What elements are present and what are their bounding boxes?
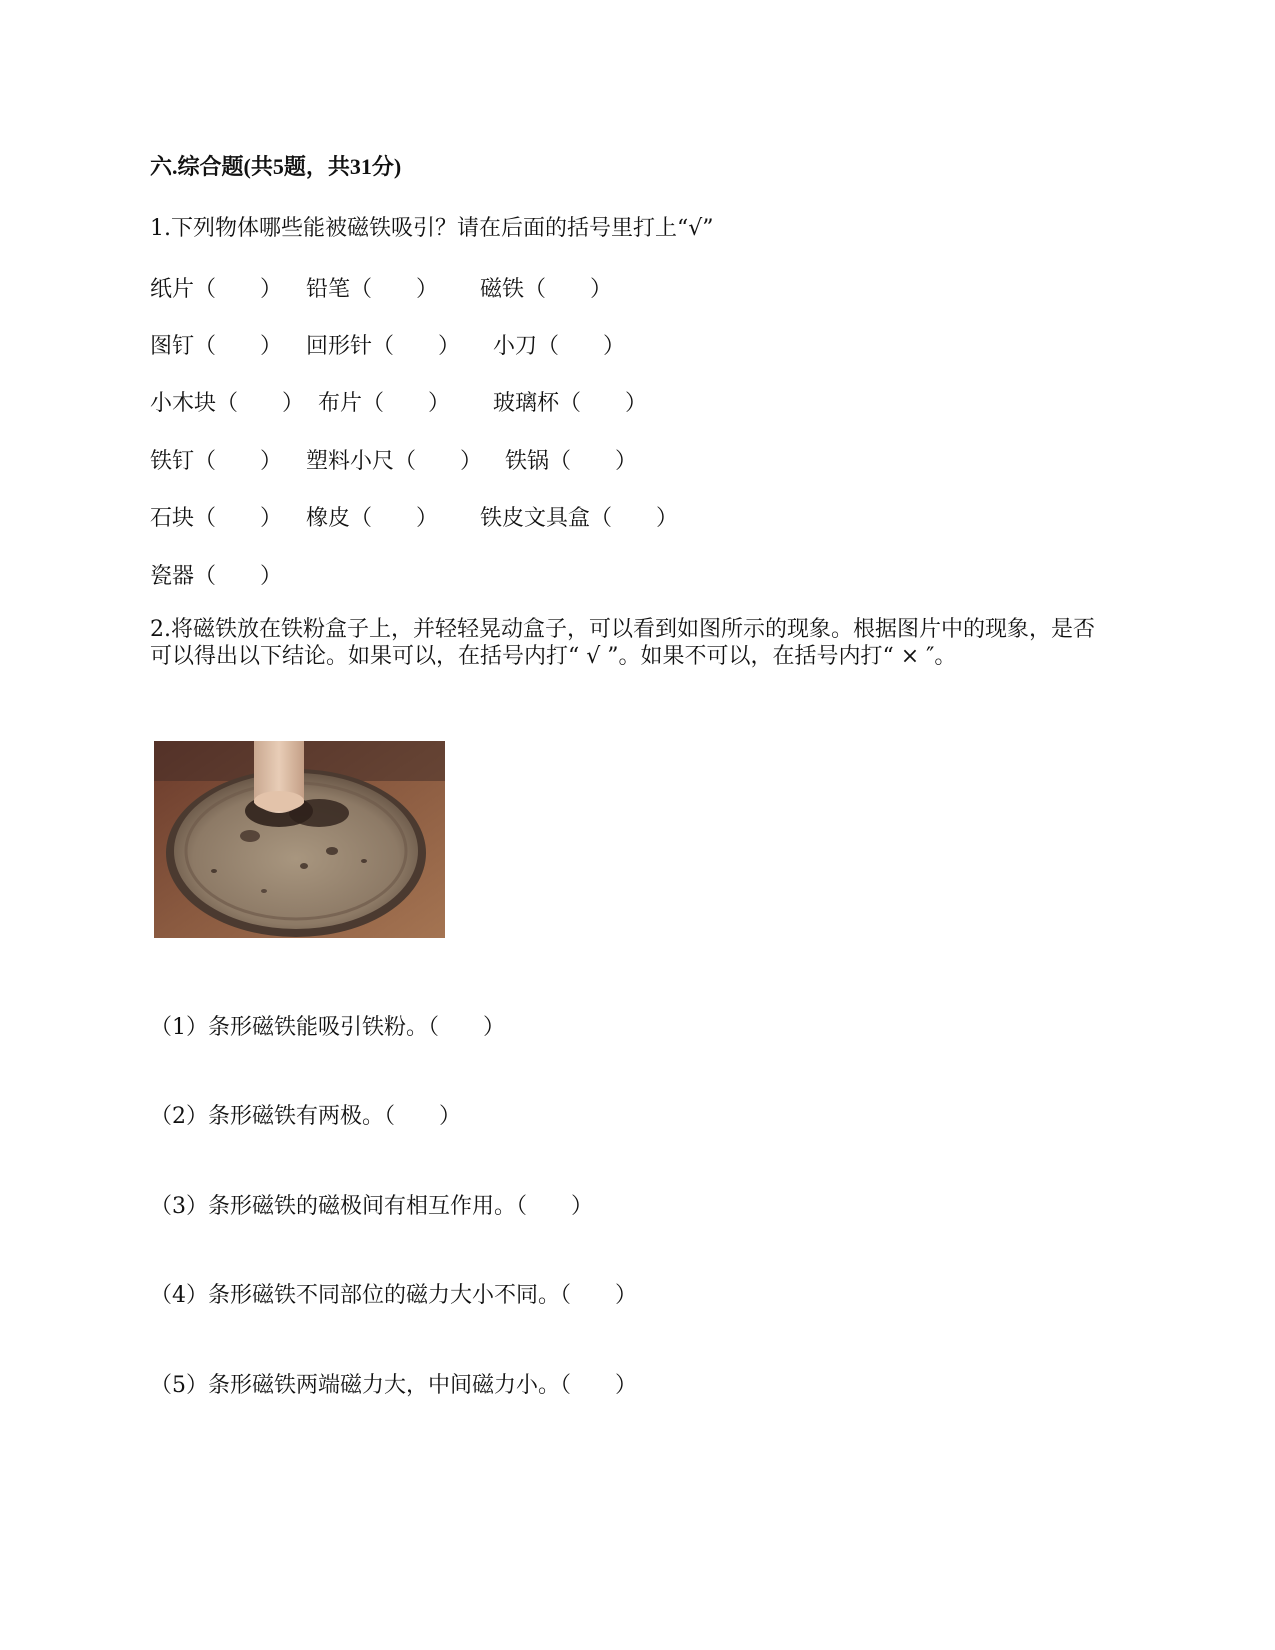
q1-item-stone: 石块（ ）: [150, 506, 283, 531]
q1-item-magnet: 磁铁（ ）: [480, 277, 613, 302]
q1-item-porcelain: 瓷器（ ）: [150, 564, 283, 589]
q2-statement-4: （4）条形磁铁不同部位的磁力大小不同。（ ）: [150, 1283, 637, 1308]
q1-item-wood-block: 小木块（ ）: [150, 391, 305, 416]
q1-item-pencil: 铅笔（ ）: [306, 277, 439, 302]
q2-statement-1: （1）条形磁铁能吸引铁粉。（ ）: [150, 1015, 505, 1040]
q1-item-thumbtack: 图钉（ ）: [150, 334, 283, 359]
q1-item-cloth: 布片（ ）: [318, 391, 451, 416]
q1-item-knife: 小刀（ ）: [493, 334, 626, 359]
q1-item-plastic-ruler: 塑料小尺（ ）: [306, 449, 483, 474]
q1-item-paperclip: 回形针（ ）: [306, 334, 461, 359]
q1-item-tin-pencil-box: 铁皮文具盒（ ）: [480, 506, 679, 531]
q1-item-paper: 纸片（ ）: [150, 277, 283, 302]
question-2-stem: 2.将磁铁放在铁粉盒子上，并轻轻晃动盒子，可以看到如图所示的现象。根据图片中的现象，是否可以得出以下结论。如果可以，在括号内打“ √ ”。如果不可以，在括号内打“ × ″。: [150, 617, 1095, 669]
q2-statement-2: （2）条形磁铁有两极。（ ）: [150, 1104, 461, 1129]
q1-item-iron-pot: 铁锅（ ）: [505, 449, 638, 474]
q1-item-iron-nail: 铁钉（ ）: [150, 449, 283, 474]
q1-item-eraser: 橡皮（ ）: [306, 506, 439, 531]
question-1-stem: 1.下列物体哪些能被磁铁吸引？请在后面的括号里打上“√”: [150, 216, 714, 241]
q2-statement-5: （5）条形磁铁两端磁力大，中间磁力小。（ ）: [150, 1373, 637, 1398]
q2-statement-3: （3）条形磁铁的磁极间有相互作用。（ ）: [150, 1194, 593, 1219]
iron-filings-dish-photo: [154, 741, 445, 938]
section-title: 六.综合题(共5题，共31分): [150, 154, 402, 179]
q1-item-glass-cup: 玻璃杯（ ）: [493, 391, 648, 416]
